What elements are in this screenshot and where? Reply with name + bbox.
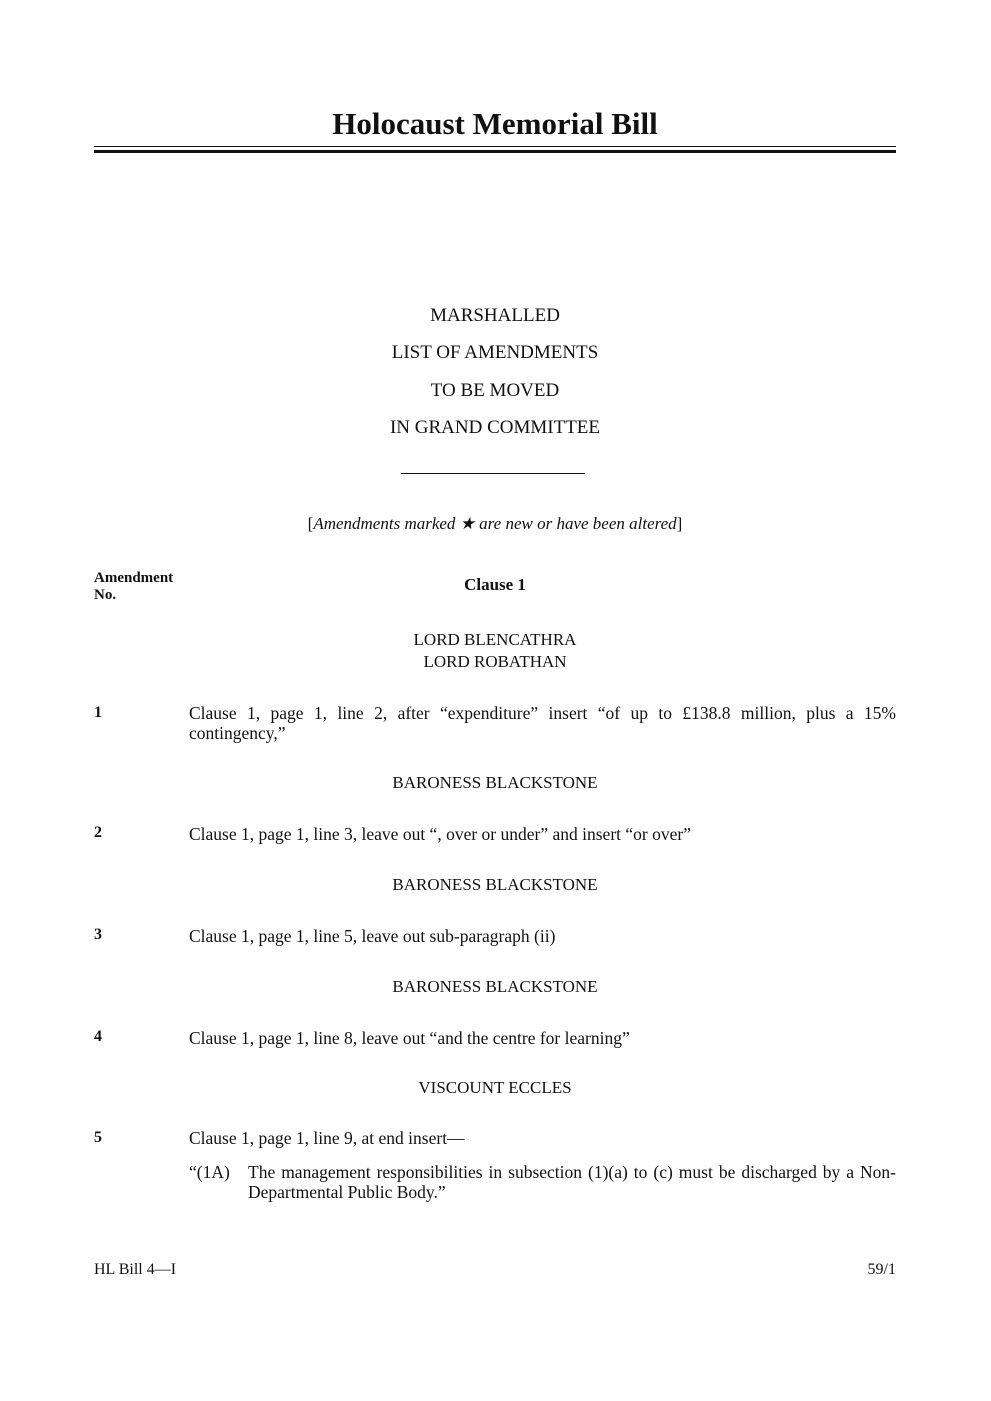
amendment-text: Clause 1, page 1, line 5, leave out sub-paragraph (ii) (189, 926, 556, 946)
amendment-number: 4 (94, 1028, 102, 1045)
amendment-text: Clause 1, page 1, line 8, leave out “and the centre for learning” (189, 1028, 630, 1048)
heading-line: IN GRAND COMMITTEE (389, 417, 601, 438)
heading-line: MARSHALLED (430, 305, 560, 326)
sponsor-names: BARONESS BLACKSTONE (392, 875, 598, 894)
heading-line: LIST OF AMENDMENTS (391, 342, 599, 363)
sponsor-names: BARONESS BLACKSTONE (392, 773, 598, 792)
amendment-number: 1 (94, 704, 102, 721)
title-rule-thick (94, 150, 896, 153)
inserted-subsection (189, 1162, 896, 1202)
amendments-note: [Amendments marked ★ are new or have been altered] (307, 514, 683, 533)
bill-reference: HL Bill 4—I (94, 1261, 177, 1278)
sponsor-names: VISCOUNT ECCLES (418, 1078, 572, 1097)
sponsor-names: BARONESS BLACKSTONE (392, 977, 598, 996)
amendment-number: 2 (94, 824, 102, 841)
subsection-text: The management responsibilities in subsection (1)(a) to (c) must be discharged by a Non-Departmental Public Body.” (248, 1162, 896, 1202)
clause-heading: Clause 1 (464, 575, 526, 594)
amendment-number: 3 (94, 926, 102, 943)
amendment-number: 5 (94, 1129, 102, 1146)
title-rule-thin (94, 146, 896, 147)
heading-line: TO BE MOVED (430, 380, 560, 401)
amendment-number-label: Amendment No. (94, 570, 174, 603)
amendment-text: Clause 1, page 1, line 3, leave out “, over or under” and insert “or over” (189, 824, 691, 844)
subsection-label: “(1A) (189, 1162, 230, 1182)
divider (401, 473, 585, 474)
amendment-text: Clause 1, page 1, line 2, after “expenditure” insert “of up to £138.8 million, plus a 15% contingency,” (189, 703, 896, 743)
amendment-text: Clause 1, page 1, line 9, at end insert— (189, 1128, 465, 1148)
document-title: Holocaust Memorial Bill (332, 106, 658, 141)
page-reference: 59/1 (867, 1261, 896, 1278)
sponsor-names: LORD BLENCATHRA LORD ROBATHAN (413, 630, 577, 671)
